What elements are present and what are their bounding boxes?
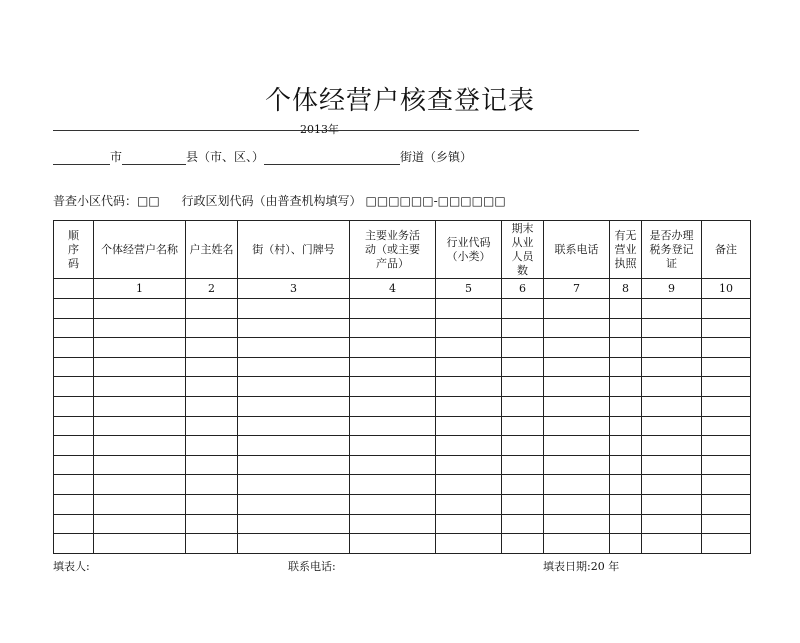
- table-cell[interactable]: [94, 455, 186, 475]
- table-cell[interactable]: [610, 318, 642, 338]
- table-cell[interactable]: [544, 494, 610, 514]
- table-row: [54, 299, 751, 319]
- table-cell[interactable]: [702, 338, 751, 358]
- table-cell[interactable]: [502, 514, 544, 534]
- table-cell[interactable]: [350, 357, 436, 377]
- table-cell[interactable]: [436, 494, 502, 514]
- table-cell[interactable]: [436, 357, 502, 377]
- location-row: [53, 148, 472, 166]
- table-cell[interactable]: [350, 318, 436, 338]
- table-cell[interactable]: [238, 514, 350, 534]
- table-row: [54, 396, 751, 416]
- table-cell[interactable]: [610, 455, 642, 475]
- table-cell[interactable]: [544, 396, 610, 416]
- table-cell[interactable]: [436, 436, 502, 456]
- table-cell[interactable]: [186, 494, 238, 514]
- table-cell[interactable]: [350, 377, 436, 397]
- table-cell[interactable]: [702, 514, 751, 534]
- table-cell[interactable]: [350, 494, 436, 514]
- table-cell[interactable]: [502, 494, 544, 514]
- table-cell[interactable]: [54, 455, 94, 475]
- table-cell[interactable]: [610, 357, 642, 377]
- table-cell[interactable]: [436, 338, 502, 358]
- column-header: 街（村）、门牌号: [238, 221, 350, 279]
- table-cell[interactable]: [94, 377, 186, 397]
- table-row: [54, 436, 751, 456]
- table-cell[interactable]: [502, 475, 544, 495]
- table-cell[interactable]: [702, 534, 751, 554]
- form-title: 个体经营户核查登记表: [264, 86, 535, 116]
- table-cell[interactable]: [54, 436, 94, 456]
- table-cell[interactable]: [436, 416, 502, 436]
- table-cell[interactable]: [350, 416, 436, 436]
- table-cell[interactable]: [238, 534, 350, 554]
- column-header: 是否办理税务登记证: [642, 221, 702, 279]
- table-cell[interactable]: [642, 436, 702, 456]
- table-cell[interactable]: [54, 357, 94, 377]
- column-number: 1: [94, 279, 186, 299]
- column-number: 2: [186, 279, 238, 299]
- column-header: 有无营业执照: [610, 221, 642, 279]
- table-cell[interactable]: [544, 416, 610, 436]
- table-cell[interactable]: [702, 436, 751, 456]
- table-cell[interactable]: [54, 416, 94, 436]
- table-cell[interactable]: [544, 436, 610, 456]
- table-cell[interactable]: [54, 318, 94, 338]
- table-cell[interactable]: [642, 318, 702, 338]
- table-cell[interactable]: [350, 534, 436, 554]
- column-number: [54, 279, 94, 299]
- table-cell[interactable]: [436, 455, 502, 475]
- table-cell[interactable]: [350, 299, 436, 319]
- table-cell[interactable]: [610, 514, 642, 534]
- table-cell[interactable]: [238, 357, 350, 377]
- table-cell[interactable]: [436, 396, 502, 416]
- table-cell[interactable]: [502, 318, 544, 338]
- table-cell[interactable]: [642, 514, 702, 534]
- table-cell[interactable]: [502, 299, 544, 319]
- table-cell[interactable]: [702, 318, 751, 338]
- table-cell[interactable]: [610, 494, 642, 514]
- table-cell[interactable]: [610, 338, 642, 358]
- table-cell[interactable]: [610, 299, 642, 319]
- table-cell[interactable]: [238, 436, 350, 456]
- table-cell[interactable]: [502, 377, 544, 397]
- table-cell[interactable]: [436, 299, 502, 319]
- table-cell[interactable]: [54, 377, 94, 397]
- table-cell[interactable]: [94, 436, 186, 456]
- column-header: 期末从业人员数: [502, 221, 544, 279]
- city-label: 市: [110, 150, 123, 164]
- table-cell[interactable]: [642, 377, 702, 397]
- table-cell[interactable]: [350, 396, 436, 416]
- table-cell[interactable]: [642, 494, 702, 514]
- table-cell[interactable]: [642, 416, 702, 436]
- table-cell[interactable]: [54, 494, 94, 514]
- table-cell[interactable]: [502, 396, 544, 416]
- table-cell[interactable]: [94, 494, 186, 514]
- table-cell[interactable]: [642, 396, 702, 416]
- table-cell[interactable]: [186, 416, 238, 436]
- table-cell[interactable]: [702, 299, 751, 319]
- table-cell[interactable]: [186, 534, 238, 554]
- table-cell[interactable]: [544, 357, 610, 377]
- table-cell[interactable]: [436, 514, 502, 534]
- table-cell[interactable]: [238, 338, 350, 358]
- table-cell[interactable]: [544, 338, 610, 358]
- table-row: [54, 534, 751, 554]
- table-row: [54, 377, 751, 397]
- table-cell[interactable]: [186, 299, 238, 319]
- table-cell[interactable]: [94, 416, 186, 436]
- table-cell[interactable]: [610, 475, 642, 495]
- table-cell[interactable]: [544, 455, 610, 475]
- table-cell[interactable]: [350, 475, 436, 495]
- table-cell[interactable]: [544, 318, 610, 338]
- table-cell[interactable]: [610, 534, 642, 554]
- table-row: [54, 338, 751, 358]
- column-number: 4: [350, 279, 436, 299]
- table-cell[interactable]: [702, 455, 751, 475]
- table-row: [54, 494, 751, 514]
- table-cell[interactable]: [610, 396, 642, 416]
- table-cell[interactable]: [54, 338, 94, 358]
- table-row: [54, 416, 751, 436]
- table-cell[interactable]: [350, 455, 436, 475]
- table-cell[interactable]: [610, 436, 642, 456]
- table-cell[interactable]: [544, 475, 610, 495]
- column-number-row: [54, 279, 751, 299]
- table-cell[interactable]: [238, 377, 350, 397]
- table-cell[interactable]: [544, 299, 610, 319]
- table-cell[interactable]: [186, 318, 238, 338]
- table-cell[interactable]: [186, 338, 238, 358]
- column-number: 6: [502, 279, 544, 299]
- table-cell[interactable]: [238, 455, 350, 475]
- table-cell[interactable]: [94, 534, 186, 554]
- table-cell[interactable]: [642, 357, 702, 377]
- table-cell[interactable]: [436, 318, 502, 338]
- table-cell[interactable]: [186, 396, 238, 416]
- phone-label: 联系电话:: [288, 560, 336, 573]
- column-header: 户主姓名: [186, 221, 238, 279]
- table-cell[interactable]: [94, 318, 186, 338]
- table-cell[interactable]: [610, 377, 642, 397]
- column-header: 主要业务活动（或主要产品）: [350, 221, 436, 279]
- table-cell[interactable]: [54, 514, 94, 534]
- street-blank[interactable]: [264, 151, 400, 165]
- table-cell[interactable]: [544, 534, 610, 554]
- column-header: 行业代码（小类）: [436, 221, 502, 279]
- table-cell[interactable]: [186, 475, 238, 495]
- city-blank[interactable]: [53, 151, 110, 165]
- table-cell[interactable]: [642, 338, 702, 358]
- table-cell[interactable]: [350, 338, 436, 358]
- table-cell[interactable]: [610, 416, 642, 436]
- table-cell[interactable]: [502, 338, 544, 358]
- table-cell[interactable]: [186, 377, 238, 397]
- table-cell[interactable]: [702, 396, 751, 416]
- filler-label: 填表人:: [53, 560, 90, 573]
- column-header: 顺序码: [54, 221, 94, 279]
- table-cell[interactable]: [502, 416, 544, 436]
- table-cell[interactable]: [238, 318, 350, 338]
- street-label: 街道（乡镇）: [400, 150, 473, 164]
- table-cell[interactable]: [238, 494, 350, 514]
- column-header: 个体经营户名称: [94, 221, 186, 279]
- table-cell[interactable]: [238, 416, 350, 436]
- table-cell[interactable]: [544, 377, 610, 397]
- column-header: 联系电话: [544, 221, 610, 279]
- table-cell[interactable]: [642, 299, 702, 319]
- table-cell[interactable]: [94, 357, 186, 377]
- year-underline: [53, 130, 639, 131]
- table-cell[interactable]: [54, 534, 94, 554]
- county-blank[interactable]: [122, 151, 186, 165]
- table-cell[interactable]: [54, 475, 94, 495]
- table-cell[interactable]: [642, 475, 702, 495]
- table-cell[interactable]: [54, 396, 94, 416]
- table-cell[interactable]: [502, 455, 544, 475]
- table-cell[interactable]: [544, 514, 610, 534]
- table-cell[interactable]: [94, 396, 186, 416]
- table-cell[interactable]: [702, 377, 751, 397]
- table-row: [54, 455, 751, 475]
- table-cell[interactable]: [642, 534, 702, 554]
- table-cell[interactable]: [94, 514, 186, 534]
- table-row: [54, 475, 751, 495]
- table-cell[interactable]: [350, 514, 436, 534]
- table-cell[interactable]: [702, 416, 751, 436]
- table-cell[interactable]: [186, 357, 238, 377]
- table-cell[interactable]: [94, 475, 186, 495]
- table-cell[interactable]: [238, 475, 350, 495]
- table-cell[interactable]: [186, 436, 238, 456]
- table-cell[interactable]: [502, 436, 544, 456]
- table-cell[interactable]: [238, 396, 350, 416]
- code-row: [53, 192, 514, 209]
- table-cell[interactable]: [436, 377, 502, 397]
- column-number: 3: [238, 279, 350, 299]
- table-cell[interactable]: [702, 475, 751, 495]
- date-label: 填表日期:20 年: [543, 560, 620, 573]
- table-row: [54, 318, 751, 338]
- table-cell[interactable]: [94, 299, 186, 319]
- table-cell[interactable]: [54, 299, 94, 319]
- table-cell[interactable]: [702, 494, 751, 514]
- table-row: [54, 357, 751, 377]
- header-row: [54, 221, 751, 279]
- county-label: 县（市、区、）: [186, 150, 265, 164]
- table-row: [54, 514, 751, 534]
- table-cell[interactable]: [642, 455, 702, 475]
- column-number: 9: [642, 279, 702, 299]
- form-year: 2013年: [300, 123, 339, 136]
- registration-table: [53, 220, 751, 554]
- table-cell[interactable]: [186, 455, 238, 475]
- column-header: 备注: [702, 221, 751, 279]
- table-cell[interactable]: [238, 299, 350, 319]
- table-cell[interactable]: [94, 338, 186, 358]
- column-number: 5: [436, 279, 502, 299]
- census-area-label: 普查小区代码：□□: [53, 194, 160, 208]
- table-cell[interactable]: [350, 436, 436, 456]
- column-number: 8: [610, 279, 642, 299]
- table-cell[interactable]: [702, 357, 751, 377]
- column-number: 7: [544, 279, 610, 299]
- column-number: 10: [702, 279, 751, 299]
- table-cell[interactable]: [186, 514, 238, 534]
- admin-code-label: 行政区划代码（由普查机构填写） □□□□□□-□□□□□□: [181, 194, 506, 208]
- table-cell[interactable]: [502, 357, 544, 377]
- table-cell[interactable]: [502, 534, 544, 554]
- table-cell[interactable]: [436, 534, 502, 554]
- table-cell[interactable]: [436, 475, 502, 495]
